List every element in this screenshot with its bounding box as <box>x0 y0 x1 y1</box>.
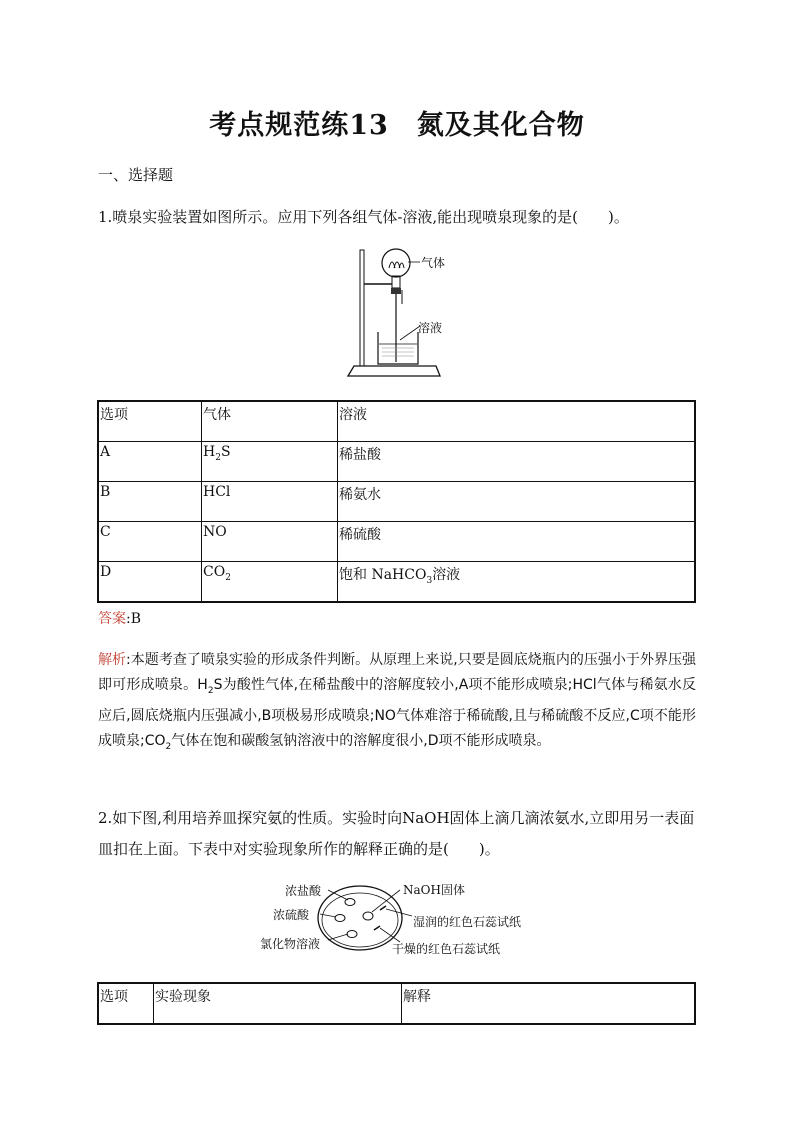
table-header-cell: 实验现象 <box>154 983 402 1024</box>
gas-cell: HCl <box>202 482 338 522</box>
option-cell: B <box>98 482 202 522</box>
option-cell: C <box>98 522 202 562</box>
table-header-cell: 溶液 <box>338 401 696 442</box>
option-cell: A <box>98 442 202 482</box>
gas-cell: $H_2S$ <box>202 442 338 482</box>
gas-cell: $CO_2$ <box>202 562 338 603</box>
dry-litmus-label: 干燥的红色石蕊试纸 <box>392 942 501 956</box>
table-row <box>98 562 695 603</box>
section-heading: 一、选择题 <box>98 166 174 184</box>
question-2-text: 2.如下图,利用培养皿探究氨的性质。实验时向NaOH固体上滴几滴浓氨水,立即用另一表面皿扣在上面。下表中对实验现象所作的解释正确的是( )。 <box>98 809 695 858</box>
question-1-options-table <box>97 400 696 603</box>
table-header-cell: 气体 <box>202 401 338 442</box>
option-cell: D <box>98 562 202 603</box>
solution-label: 溶液 <box>418 321 443 335</box>
question-1-text: 1.喷泉实验装置如图所示。应用下列各组气体-溶液,能出现喷泉现象的是( )。 <box>98 208 629 226</box>
page-title: 考点规范练13 氮及其化合物 <box>209 110 585 141</box>
solution-cell: 饱和 NaHCO$_3$溶液 <box>338 562 696 603</box>
table-header-row <box>98 401 695 442</box>
table-row <box>98 482 695 522</box>
naoh-solid-label: NaOH固体 <box>403 883 465 897</box>
answer-line <box>98 608 141 628</box>
table-header-cell: 选项 <box>98 401 202 442</box>
solution-cell: 稀硫酸 <box>338 522 696 562</box>
conc-h2so4-label: 浓硫酸 <box>273 908 310 922</box>
question-2-table <box>97 982 696 1025</box>
answer-label: 答案 <box>98 611 126 627</box>
answer-value: :B <box>126 611 142 627</box>
chloride-solution-label: 氯化物溶液 <box>260 937 321 951</box>
gas-cell: NO <box>202 522 338 562</box>
wet-litmus-label: 湿润的红色石蕊试纸 <box>413 915 522 929</box>
conc-hcl-label: 浓盐酸 <box>285 884 322 898</box>
solution-cell: 稀盐酸 <box>338 442 696 482</box>
table-header-cell: 选项 <box>98 983 154 1024</box>
analysis-label: 解析 <box>98 652 127 668</box>
gas-label: 气体 <box>421 256 446 270</box>
table-row <box>98 522 695 562</box>
table-header-cell: 解释 <box>402 983 696 1024</box>
analysis-paragraph: 解析:本题考查了喷泉实验的形成条件判断。从原理上来说,只要是圆底烧瓶内的压强小于外界压强即可形成喷泉。$H_2S$为酸性气体,在稀盐酸中的溶解度较小,A项不能形成喷泉;HCl气体与稀氨水反应后,圆底烧瓶内压强减小,B项极易形成喷泉;NO气体难溶于稀硫酸,且与稀硫酸不反应,C项不能形成喷泉$;CO_2$气体在饱和碳酸氢钠溶液中的溶解度很小,D项不能形成喷泉。 <box>98 652 697 752</box>
solution-cell: 稀氨水 <box>338 482 696 522</box>
table-header-row <box>98 983 695 1024</box>
table-row <box>98 442 695 482</box>
